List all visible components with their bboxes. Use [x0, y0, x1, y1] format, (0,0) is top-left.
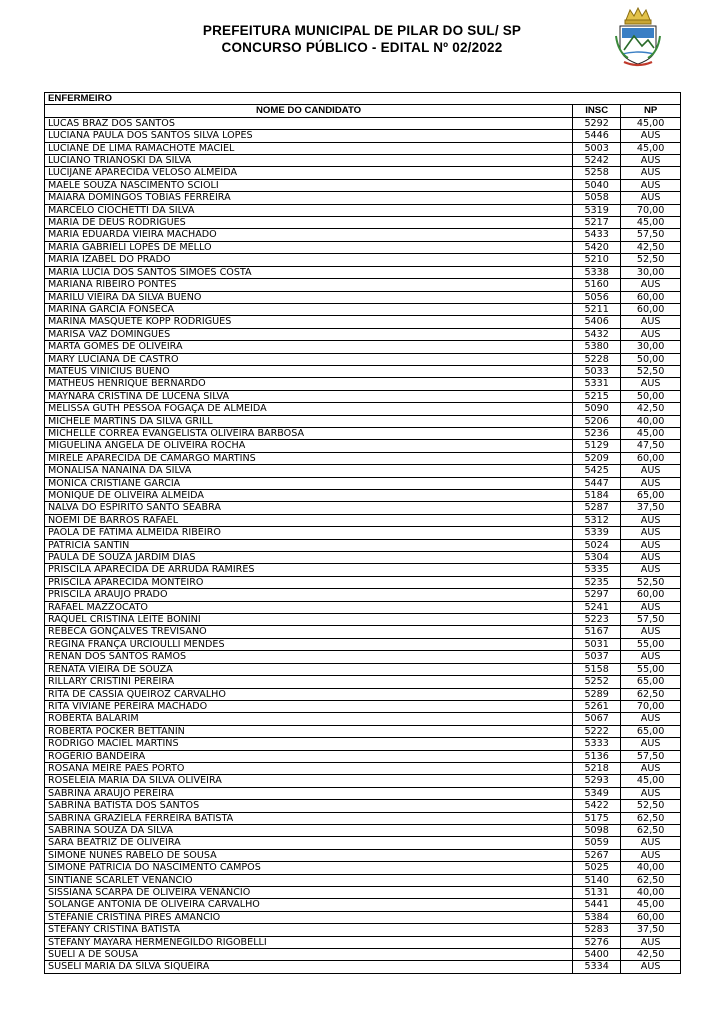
- table-row: [45, 663, 681, 675]
- candidate-np: 60,00: [621, 589, 681, 601]
- candidate-np: AUS: [621, 849, 681, 861]
- candidate-np: 57,50: [621, 229, 681, 241]
- candidate-insc: 5067: [573, 713, 621, 725]
- column-header-name: NOME DO CANDIDATO: [45, 105, 573, 117]
- candidate-name: SABRINA SOUZA DA SILVA: [45, 824, 573, 836]
- candidate-np: 65,00: [621, 725, 681, 737]
- candidate-name: MONICA CRISTIANE GARCIA: [45, 477, 573, 489]
- candidate-name: MELISSA GUTH PESSOA FOGAÇA DE ALMEIDA: [45, 403, 573, 415]
- table-row: [45, 465, 681, 477]
- candidate-insc: 5040: [573, 179, 621, 191]
- candidate-name: MARIA LUCIA DOS SANTOS SIMOES COSTA: [45, 266, 573, 278]
- candidate-np: AUS: [621, 713, 681, 725]
- candidate-insc: 5289: [573, 688, 621, 700]
- table-row: [45, 192, 681, 204]
- candidate-np: 45,00: [621, 775, 681, 787]
- candidate-name: SIMONE NUNES RABELO DE SOUSA: [45, 849, 573, 861]
- candidate-name: SINTIANE SCARLET VENANCIO: [45, 874, 573, 886]
- candidate-insc: 5283: [573, 924, 621, 936]
- table-row: [45, 762, 681, 774]
- candidate-insc: 5167: [573, 626, 621, 638]
- table-row: [45, 204, 681, 216]
- candidate-name: SABRINA ARAUJO PEREIRA: [45, 787, 573, 799]
- candidate-insc: 5293: [573, 775, 621, 787]
- candidate-np: 60,00: [621, 303, 681, 315]
- table-row: [45, 155, 681, 167]
- candidate-np: AUS: [621, 837, 681, 849]
- section-row: [45, 93, 681, 105]
- candidate-np: 50,00: [621, 353, 681, 365]
- candidate-np: 45,00: [621, 142, 681, 154]
- candidate-np: AUS: [621, 155, 681, 167]
- table-row: [45, 229, 681, 241]
- candidate-insc: 5420: [573, 241, 621, 253]
- table-row: [45, 924, 681, 936]
- candidate-insc: 5287: [573, 502, 621, 514]
- candidate-insc: 5400: [573, 949, 621, 961]
- candidate-insc: 5432: [573, 328, 621, 340]
- candidate-np: AUS: [621, 378, 681, 390]
- candidate-np: AUS: [621, 762, 681, 774]
- table-row: [45, 552, 681, 564]
- candidate-insc: 5031: [573, 638, 621, 650]
- candidate-name: SUELI A DE SOUSA: [45, 949, 573, 961]
- table-row: [45, 440, 681, 452]
- candidate-np: 52,50: [621, 365, 681, 377]
- table-header-row: [45, 105, 681, 117]
- candidate-insc: 5003: [573, 142, 621, 154]
- candidate-insc: 5441: [573, 899, 621, 911]
- table-row: [45, 539, 681, 551]
- candidate-name: MATEUS VINICIUS BUENO: [45, 365, 573, 377]
- candidate-insc: 5215: [573, 390, 621, 402]
- candidate-insc: 5261: [573, 700, 621, 712]
- candidate-insc: 5252: [573, 676, 621, 688]
- candidate-name: NOEMI DE BARROS RAFAEL: [45, 514, 573, 526]
- candidate-name: PRISCILA ARAUJO PRADO: [45, 589, 573, 601]
- candidate-name: PRISCILA APARECIDA DE ARRUDA RAMIRES: [45, 564, 573, 576]
- candidate-insc: 5056: [573, 291, 621, 303]
- table-row: [45, 800, 681, 812]
- candidate-name: MICHELLE CORRÊA EVANGELISTA OLIVEIRA BARBOSA: [45, 427, 573, 439]
- candidate-np: AUS: [621, 167, 681, 179]
- candidate-np: 62,50: [621, 688, 681, 700]
- table-row: [45, 130, 681, 142]
- table-row: [45, 179, 681, 191]
- candidate-name: MARISA VAZ DOMINGUES: [45, 328, 573, 340]
- candidate-name: ROBERTA POCKER BETTANIN: [45, 725, 573, 737]
- candidate-np: 37,50: [621, 924, 681, 936]
- table-row: [45, 874, 681, 886]
- candidate-name: MAYNARA CRISTINA DE LUCENA SILVA: [45, 390, 573, 402]
- candidate-name: PAULA DE SOUZA JARDIM DIAS: [45, 552, 573, 564]
- section-title: ENFERMEIRO: [45, 93, 681, 105]
- candidate-name: REBECA GONÇALVES TREVISANO: [45, 626, 573, 638]
- candidate-np: AUS: [621, 651, 681, 663]
- table-row: [45, 601, 681, 613]
- candidate-name: RITA DE CASSIA QUEIROZ CARVALHO: [45, 688, 573, 700]
- candidate-name: LUCIANO TRIANOSKI DA SILVA: [45, 155, 573, 167]
- candidate-name: NALVA DO ESPIRITO SANTO SEABRA: [45, 502, 573, 514]
- table-row: [45, 266, 681, 278]
- candidate-name: MICHELE MARTINS DA SILVA GRILL: [45, 415, 573, 427]
- candidate-np: 42,50: [621, 949, 681, 961]
- candidate-name: RITA VIVIANE PEREIRA MACHADO: [45, 700, 573, 712]
- candidate-name: MARCELO CIOCHETTI DA SILVA: [45, 204, 573, 216]
- header-title: PREFEITURA MUNICIPAL DE PILAR DO SUL/ SP: [202, 23, 522, 38]
- candidate-np: AUS: [621, 130, 681, 142]
- table-row: [45, 241, 681, 253]
- candidate-np: AUS: [621, 514, 681, 526]
- candidate-insc: 5425: [573, 465, 621, 477]
- table-row: [45, 117, 681, 129]
- table-row: [45, 899, 681, 911]
- candidate-np: 52,50: [621, 254, 681, 266]
- candidate-insc: 5131: [573, 887, 621, 899]
- candidate-np: 62,50: [621, 812, 681, 824]
- candidate-np: 52,50: [621, 800, 681, 812]
- candidate-insc: 5228: [573, 353, 621, 365]
- candidate-np: AUS: [621, 328, 681, 340]
- table-row: [45, 738, 681, 750]
- candidate-np: 45,00: [621, 117, 681, 129]
- candidate-name: ROSELÉIA MARIA DA SILVA OLIVEIRA: [45, 775, 573, 787]
- candidate-name: SOLANGE ANTÔNIA DE OLIVEIRA CARVALHO: [45, 899, 573, 911]
- candidate-np: 47,50: [621, 440, 681, 452]
- table-row: [45, 949, 681, 961]
- candidate-name: SISSIANA SCARPA DE OLIVEIRA VENÂNCIO: [45, 887, 573, 899]
- candidate-insc: 5242: [573, 155, 621, 167]
- candidate-np: 40,00: [621, 862, 681, 874]
- candidate-np: AUS: [621, 601, 681, 613]
- candidate-insc: 5331: [573, 378, 621, 390]
- candidate-np: AUS: [621, 539, 681, 551]
- candidate-insc: 5304: [573, 552, 621, 564]
- candidate-np: 45,00: [621, 899, 681, 911]
- candidate-insc: 5258: [573, 167, 621, 179]
- table-row: [45, 688, 681, 700]
- candidate-np: 45,00: [621, 217, 681, 229]
- candidate-name: MARILU VIEIRA DA SILVA BUENO: [45, 291, 573, 303]
- candidate-np: 42,50: [621, 403, 681, 415]
- candidate-insc: 5160: [573, 279, 621, 291]
- candidate-name: MIRELE APARECIDA DE CAMARGO MARTINS: [45, 452, 573, 464]
- table-row: [45, 824, 681, 836]
- table-row: [45, 812, 681, 824]
- candidate-insc: 5433: [573, 229, 621, 241]
- candidate-insc: 5236: [573, 427, 621, 439]
- table-row: [45, 167, 681, 179]
- candidate-insc: 5446: [573, 130, 621, 142]
- candidate-name: MARINA MASQUETE KOPP RODRIGUES: [45, 316, 573, 328]
- candidate-name: MARIA DE DEUS RODRIGUES: [45, 217, 573, 229]
- candidate-np: AUS: [621, 961, 681, 973]
- candidate-insc: 5211: [573, 303, 621, 315]
- candidate-insc: 5349: [573, 787, 621, 799]
- column-header-insc: INSC: [573, 105, 621, 117]
- candidate-name: RAFAEL MAZZOCATO: [45, 601, 573, 613]
- candidate-np: AUS: [621, 552, 681, 564]
- table-row: [45, 254, 681, 266]
- candidate-name: STÉFANIE CRISTINA PIRES AMANCIO: [45, 911, 573, 923]
- table-row: [45, 291, 681, 303]
- candidate-insc: 5059: [573, 837, 621, 849]
- candidate-name: SABRINA GRAZIELA FERREIRA BATISTA: [45, 812, 573, 824]
- candidate-insc: 5267: [573, 849, 621, 861]
- candidate-insc: 5235: [573, 576, 621, 588]
- candidate-insc: 5037: [573, 651, 621, 663]
- candidate-np: 65,00: [621, 490, 681, 502]
- table-row: [45, 353, 681, 365]
- candidate-name: PATRICIA SANTIN: [45, 539, 573, 551]
- candidate-name: SARA BEATRIZ DE OLIVEIRA: [45, 837, 573, 849]
- candidate-name: LUCIANE DE LIMA RAMACHOTE MACIEL: [45, 142, 573, 154]
- candidate-np: AUS: [621, 626, 681, 638]
- candidate-insc: 5140: [573, 874, 621, 886]
- candidate-insc: 5175: [573, 812, 621, 824]
- table-row: [45, 378, 681, 390]
- candidate-name: MIGUELINA ANGELA DE OLIVEIRA ROCHA: [45, 440, 573, 452]
- candidate-name: STEFANY CRISTINA BATISTA: [45, 924, 573, 936]
- candidate-name: LUCIJANE APARECIDA VELOSO ALMEIDA: [45, 167, 573, 179]
- candidate-np: 30,00: [621, 266, 681, 278]
- candidate-np: AUS: [621, 316, 681, 328]
- table-row: [45, 911, 681, 923]
- table-row: [45, 316, 681, 328]
- table-row: [45, 477, 681, 489]
- candidate-np: AUS: [621, 279, 681, 291]
- table-row: [45, 403, 681, 415]
- candidate-insc: 5210: [573, 254, 621, 266]
- candidate-name: RENATA VIEIRA DE SOUZA: [45, 663, 573, 675]
- table-row: [45, 514, 681, 526]
- table-row: [45, 651, 681, 663]
- candidate-np: 30,00: [621, 341, 681, 353]
- candidate-insc: 5223: [573, 614, 621, 626]
- table-row: [45, 341, 681, 353]
- candidate-insc: 5406: [573, 316, 621, 328]
- candidate-name: MARTA GOMES DE OLIVEIRA: [45, 341, 573, 353]
- candidate-name: LUCAS BRAZ DOS SANTOS: [45, 117, 573, 129]
- candidate-insc: 5024: [573, 539, 621, 551]
- candidate-name: MARIA EDUARDA VIEIRA MACHADO: [45, 229, 573, 241]
- candidate-np: AUS: [621, 477, 681, 489]
- candidate-insc: 5033: [573, 365, 621, 377]
- table-row: [45, 589, 681, 601]
- candidate-name: PAOLA DE FÁTIMA ALMEIDA RIBEIRO: [45, 527, 573, 539]
- candidate-name: SIMONE PATRICIA DO NASCIMENTO CAMPOS: [45, 862, 573, 874]
- candidate-insc: 5334: [573, 961, 621, 973]
- candidate-insc: 5338: [573, 266, 621, 278]
- municipal-crest-icon: [614, 6, 662, 68]
- candidate-name: RILLARY CRISTINI PEREIRA: [45, 676, 573, 688]
- table-row: [45, 279, 681, 291]
- table-row: [45, 614, 681, 626]
- table-row: [45, 961, 681, 973]
- candidate-name: ROGÉRIO BANDEIRA: [45, 750, 573, 762]
- candidate-np: AUS: [621, 527, 681, 539]
- candidate-np: AUS: [621, 564, 681, 576]
- table-row: [45, 887, 681, 899]
- table-row: [45, 427, 681, 439]
- candidate-np: 70,00: [621, 700, 681, 712]
- candidate-np: 45,00: [621, 427, 681, 439]
- candidate-insc: 5058: [573, 192, 621, 204]
- table-row: [45, 849, 681, 861]
- candidate-name: SUSELI MARIA DA SILVA SIQUEIRA: [45, 961, 573, 973]
- candidate-np: 42,50: [621, 241, 681, 253]
- table-row: [45, 725, 681, 737]
- table-row: [45, 328, 681, 340]
- table-row: [45, 217, 681, 229]
- candidate-name: RAQUEL CRISTINA LEITE BONINI: [45, 614, 573, 626]
- candidate-name: REGINA FRANÇA URCIOULLI MENDES: [45, 638, 573, 650]
- candidate-name: MARINA GARCIA FONSECA: [45, 303, 573, 315]
- candidate-name: MAELE SOUZA NASCIMENTO SCIOLI: [45, 179, 573, 191]
- table-row: [45, 862, 681, 874]
- candidate-np: 62,50: [621, 874, 681, 886]
- table-row: [45, 713, 681, 725]
- table-row: [45, 452, 681, 464]
- table-row: [45, 576, 681, 588]
- table-row: [45, 564, 681, 576]
- candidate-insc: 5292: [573, 117, 621, 129]
- candidate-name: MAIARA DOMINGOS TOBIAS FERREIRA: [45, 192, 573, 204]
- candidate-insc: 5129: [573, 440, 621, 452]
- candidate-name: RODRIGO MACIEL MARTINS: [45, 738, 573, 750]
- table-row: [45, 787, 681, 799]
- table-row: [45, 626, 681, 638]
- table-row: [45, 775, 681, 787]
- table-row: [45, 837, 681, 849]
- candidate-name: ROBERTA BALARIM: [45, 713, 573, 725]
- candidate-insc: 5025: [573, 862, 621, 874]
- table-row: [45, 750, 681, 762]
- table-row: [45, 303, 681, 315]
- table-row: [45, 502, 681, 514]
- table-row: [45, 142, 681, 154]
- candidate-name: MARIA IZABEL DO PRADO: [45, 254, 573, 266]
- table-row: [45, 936, 681, 948]
- candidate-name: MARIANA RIBEIRO PONTES: [45, 279, 573, 291]
- candidate-np: 57,50: [621, 750, 681, 762]
- candidate-name: PRISCILA APARECIDA MONTEIRO: [45, 576, 573, 588]
- candidate-name: MONALISA NANAINA DA SILVA: [45, 465, 573, 477]
- candidate-np: 60,00: [621, 452, 681, 464]
- candidate-name: MARIA GABRIELI LOPES DE MELLO: [45, 241, 573, 253]
- candidate-np: 60,00: [621, 911, 681, 923]
- candidate-np: AUS: [621, 179, 681, 191]
- table-row: [45, 676, 681, 688]
- candidate-np: 60,00: [621, 291, 681, 303]
- candidate-name: MARY LUCIANA DE CASTRO: [45, 353, 573, 365]
- candidate-name: LUCIANA PAULA DOS SANTOS SILVA LOPES: [45, 130, 573, 142]
- candidate-insc: 5384: [573, 911, 621, 923]
- candidate-np: 37,50: [621, 502, 681, 514]
- table-row: [45, 700, 681, 712]
- candidate-insc: 5098: [573, 824, 621, 836]
- candidate-insc: 5422: [573, 800, 621, 812]
- candidate-np: 65,00: [621, 676, 681, 688]
- candidate-np: AUS: [621, 738, 681, 750]
- candidate-insc: 5319: [573, 204, 621, 216]
- candidate-name: MATHEUS HENRIQUE BERNARDO: [45, 378, 573, 390]
- candidate-np: AUS: [621, 936, 681, 948]
- table-row: [45, 527, 681, 539]
- candidate-name: STEFANY MAYARA HERMENEGILDO RIGOBELLI: [45, 936, 573, 948]
- candidate-insc: 5276: [573, 936, 621, 948]
- candidate-np: AUS: [621, 787, 681, 799]
- table-row: [45, 415, 681, 427]
- candidate-np: 57,50: [621, 614, 681, 626]
- candidate-np: AUS: [621, 465, 681, 477]
- candidate-insc: 5241: [573, 601, 621, 613]
- candidate-np: 55,00: [621, 663, 681, 675]
- table-row: [45, 638, 681, 650]
- candidate-name: RENAN DOS SANTOS RAMOS: [45, 651, 573, 663]
- table-row: [45, 390, 681, 402]
- candidate-insc: 5222: [573, 725, 621, 737]
- candidate-insc: 5297: [573, 589, 621, 601]
- candidate-name: SABRINA BATISTA DOS SANTOS: [45, 800, 573, 812]
- candidate-name: ROSANA MEIRE PAES PORTO: [45, 762, 573, 774]
- candidate-np: 52,50: [621, 576, 681, 588]
- candidate-insc: 5217: [573, 217, 621, 229]
- candidate-insc: 5158: [573, 663, 621, 675]
- candidate-insc: 5090: [573, 403, 621, 415]
- candidate-np: 40,00: [621, 415, 681, 427]
- candidate-np: 55,00: [621, 638, 681, 650]
- candidate-insc: 5209: [573, 452, 621, 464]
- candidates-table: [44, 92, 681, 974]
- candidate-insc: 5312: [573, 514, 621, 526]
- candidate-np: 40,00: [621, 887, 681, 899]
- candidate-insc: 5206: [573, 415, 621, 427]
- candidate-np: AUS: [621, 192, 681, 204]
- candidate-insc: 5184: [573, 490, 621, 502]
- table-row: [45, 365, 681, 377]
- column-header-np: NP: [621, 105, 681, 117]
- table-row: [45, 490, 681, 502]
- header-subtitle: CONCURSO PÚBLICO - EDITAL Nº 02/2022: [221, 40, 503, 55]
- candidate-insc: 5380: [573, 341, 621, 353]
- candidate-insc: 5218: [573, 762, 621, 774]
- candidate-name: MONIQUE DE OLIVEIRA ALMEIDA: [45, 490, 573, 502]
- candidate-insc: 5447: [573, 477, 621, 489]
- candidate-insc: 5136: [573, 750, 621, 762]
- candidate-np: 62,50: [621, 824, 681, 836]
- candidate-insc: 5333: [573, 738, 621, 750]
- candidate-insc: 5335: [573, 564, 621, 576]
- candidate-np: 70,00: [621, 204, 681, 216]
- candidate-np: 50,00: [621, 390, 681, 402]
- candidate-insc: 5339: [573, 527, 621, 539]
